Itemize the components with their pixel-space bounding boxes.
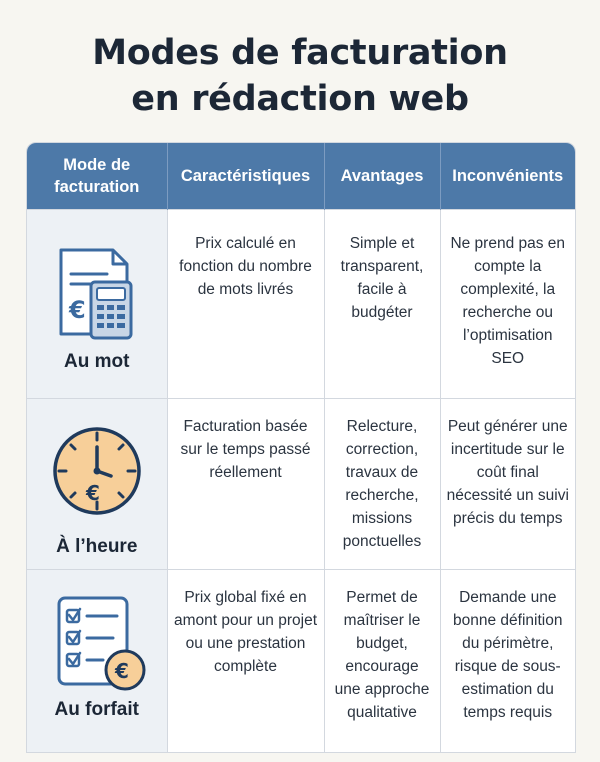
caracteristiques-cell: Prix calculé en fonction du nombre de mots livrés bbox=[167, 210, 324, 399]
avantages-cell: Simple et transparent, facile à budgéter bbox=[324, 210, 440, 399]
header-caracteristiques: Caractéristiques bbox=[167, 143, 324, 210]
avantages-cell: Permet de maîtriser le budget, encourage une approche qualitative bbox=[324, 570, 440, 753]
mode-label: Au forfait bbox=[54, 699, 139, 720]
table-row bbox=[27, 210, 575, 399]
table-row bbox=[27, 399, 575, 570]
checklist-euro-icon bbox=[45, 592, 149, 696]
inconvenients-cell: Peut générer une incertitude sur le coût final nécessité un suivi précis du temps bbox=[440, 399, 575, 570]
page-title-line2: en rédaction web bbox=[131, 79, 469, 119]
billing-table bbox=[26, 142, 576, 753]
mode-label: Au mot bbox=[64, 351, 130, 372]
clock-euro-icon bbox=[47, 421, 147, 521]
caracteristiques-cell: Facturation basée sur le temps passé réellement bbox=[167, 399, 324, 570]
svg-text:€: € bbox=[68, 296, 86, 324]
mode-cell bbox=[27, 570, 167, 753]
svg-text:€: € bbox=[114, 659, 129, 683]
header-mode: Mode de facturation bbox=[27, 143, 167, 210]
inconvenients-cell: Demande une bonne définition du périmètre, risque de sous-estimation du temps requis bbox=[440, 570, 575, 753]
table-row bbox=[27, 570, 575, 753]
document-calculator-icon bbox=[47, 242, 147, 346]
page-title bbox=[0, 0, 600, 122]
table-header-row bbox=[27, 143, 575, 210]
avantages-cell: Relecture, correction, travaux de recherche, missions ponctuelles bbox=[324, 399, 440, 570]
header-avantages: Avantages bbox=[324, 143, 440, 210]
page-title-line1: Modes de facturation bbox=[92, 33, 508, 73]
svg-text:€: € bbox=[85, 481, 100, 505]
caracteristiques-cell: Prix global fixé en amont pour un projet ou une prestation complète bbox=[167, 570, 324, 753]
mode-cell bbox=[27, 399, 167, 570]
inconvenients-cell: Ne prend pas en compte la complexité, la recherche ou l’optimisation SEO bbox=[440, 210, 575, 399]
mode-label: À l’heure bbox=[56, 536, 138, 557]
header-inconvenients: Inconvénients bbox=[440, 143, 575, 210]
mode-cell bbox=[27, 210, 167, 399]
